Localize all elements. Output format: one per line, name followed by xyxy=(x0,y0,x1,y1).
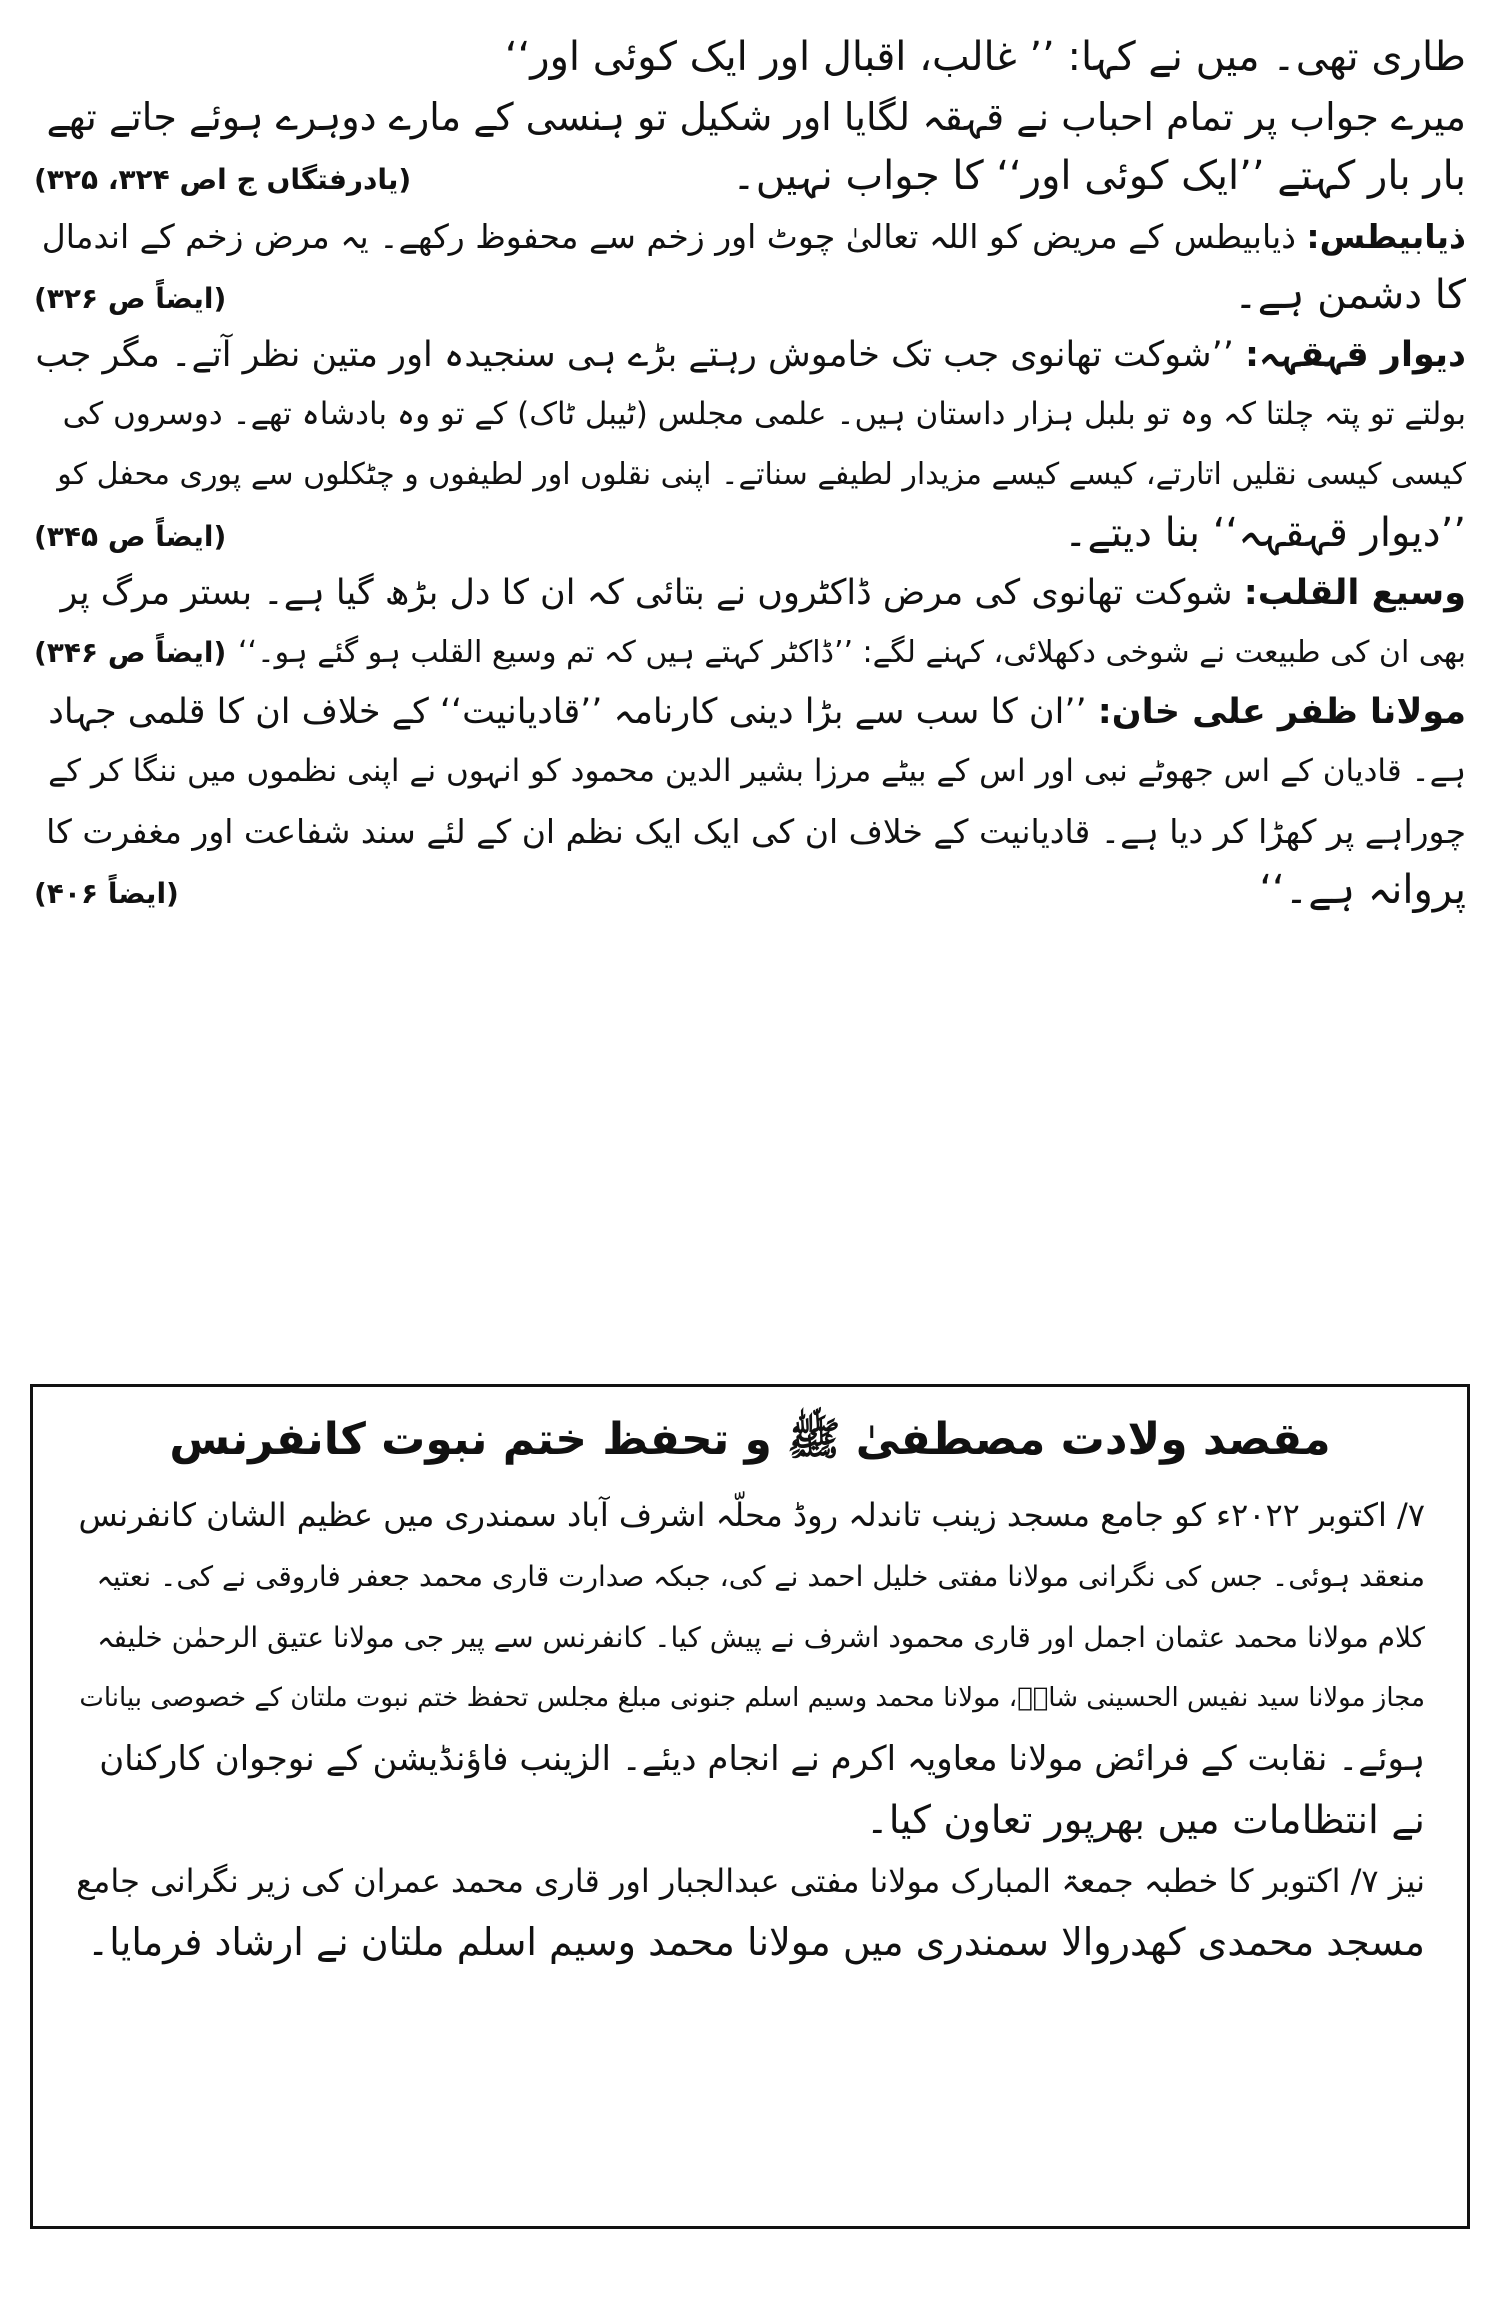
text-line-content: نے انتظامات میں بھرپور تعاون کیا۔ xyxy=(865,1798,1425,1843)
text-line xyxy=(75,1790,1425,1851)
paragraph-large-hearted xyxy=(34,564,1466,683)
text-line-content: بھی ان کی طبیعت نے شوخی دکھلائی، کہنے لگے: ’’ڈاکٹر کہتے ہیں کہ تم وسیع القلب ہو گئے ہو۔‘‘ xyxy=(238,635,1466,670)
citation: (یادرفتگاں ج اص ۳۲۴، ۳۲۵) xyxy=(34,163,412,196)
text-line-content: کیسی کیسی نقلیں اتارتے، کیسے کیسے مزیدار لطیفے سناتے۔ اپنی نقلوں اور لطیفوں و چٹکلوں سے پوری محفل کو xyxy=(57,456,1466,492)
text-line-content xyxy=(42,207,1466,267)
conference-notice-box xyxy=(30,1384,1470,2229)
section-heading: وسیع القلب: xyxy=(1243,572,1466,613)
text-line-content: ۷/ اکتوبر ۲۰۲۲ء کو جامع مسجد زینب تاندلہ روڈ محلّہ اشرف آباد سمندری میں عظیم الشان کانفرنس xyxy=(78,1496,1425,1534)
citation: (ایضاً ۴۰۶) xyxy=(34,877,179,910)
text-line xyxy=(75,1729,1425,1790)
text-line-content: کلام مولانا محمد عثمان اجمل اور قاری محمود اشرف نے پیش کیا۔ کانفرنس سے پیر جی مولانا عتیق الرحمٰن خلیفہ xyxy=(97,1621,1425,1654)
paragraph-diabetes xyxy=(34,207,1466,326)
text-line-content: طاری تھی۔ میں نے کہا: ’’ غالب، اقبال اور ایک کوئی اور‘‘ xyxy=(504,34,1466,80)
text-run: ’’ان کا سب سے بڑا دینی کارنامہ ’’قادیانیت‘‘ کے خلاف ان کا قلمی جہاد xyxy=(48,691,1098,732)
section-heading: ذیابیطس: xyxy=(1306,216,1466,256)
text-line-content: ’’دیوار قہقہہ‘‘ بنا دیتے۔ xyxy=(1064,510,1466,556)
text-line-content: مسجد محمدی کھدروالا سمندری میں مولانا محمد وسیم اسلم ملتان نے ارشاد فرمایا۔ xyxy=(86,1920,1425,1964)
text-line xyxy=(34,802,1466,862)
text-line xyxy=(34,623,1466,683)
text-line xyxy=(75,1912,1425,1973)
text-line-content: ہے۔ قادیان کے اس جھوٹے نبی اور اس کے بیٹے مرزا بشیر الدین محمود کو انہوں نے اپنی نظموں میں ننگا کر کے xyxy=(48,753,1466,789)
text-line xyxy=(34,683,1466,743)
text-line xyxy=(75,1851,1425,1912)
text-line xyxy=(75,1668,1425,1729)
text-line xyxy=(34,385,1466,445)
citation: (ایضاً ص ۳۴۶) xyxy=(34,636,227,669)
notice-paragraph xyxy=(75,1851,1425,1973)
text-line-content: منعقد ہوئی۔ جس کی نگرانی مولانا مفتی خلیل احمد نے کی، جبکہ صدارت قاری محمد جعفر فاروقی نے کی۔ نعتیہ xyxy=(96,1560,1425,1593)
notice-paragraph xyxy=(75,1485,1425,1851)
text-line xyxy=(34,445,1466,505)
text-run: ذیابیطس کے مریض کو اللہ تعالیٰ چوٹ اور زخم سے محفوظ رکھے۔ یہ مرض زخم کے اندمال xyxy=(41,216,1307,256)
section-heading: مولانا ظفر علی خان: xyxy=(1097,691,1466,732)
text-line xyxy=(34,28,1466,88)
citation: (ایضاً ص ۳۴۵) xyxy=(34,520,227,553)
text-line xyxy=(34,88,1466,148)
text-line xyxy=(34,207,1466,267)
text-line xyxy=(34,742,1466,802)
text-line xyxy=(34,564,1466,624)
text-line xyxy=(75,1485,1425,1546)
text-line-content: کا دشمن ہے۔ xyxy=(1234,272,1466,318)
text-line-content: نیز ۷/ اکتوبر کا خطبہ جمعۃ المبارک مولانا مفتی عبدالجبار اور قاری محمد عمران کی زیر نگرانی جامع xyxy=(76,1862,1425,1900)
text-line xyxy=(34,861,1466,921)
text-line-content: چوراہے پر کھڑا کر دیا ہے۔ قادیانیت کے خلاف ان کی ایک ایک نظم ان کے لئے سند شفاعت اور مغفرت کا xyxy=(46,811,1466,851)
text-run: ’’شوکت تھانوی جب تک خاموش رہتے بڑے ہی سنجیدہ اور متین نظر آتے۔ مگر جب xyxy=(35,334,1245,375)
text-line xyxy=(34,504,1466,564)
text-line-content: میرے جواب پر تمام احباب نے قہقہ لگایا اور شکیل تو ہنسی کے مارے دوہرے ہوئے جاتے تھے xyxy=(46,94,1466,139)
text-line-content xyxy=(35,326,1466,386)
paragraph-intro xyxy=(34,28,1466,88)
text-line-content: پروانہ ہے۔‘‘ xyxy=(1259,867,1466,913)
text-line-content xyxy=(61,564,1466,624)
text-line xyxy=(75,1546,1425,1607)
text-line-content: بولتے تو پتہ چلتا کہ وہ تو بلبل ہزار داستان ہیں۔ علمی مجلس (ٹیبل ٹاک) کے تو وہ بادشاہ تھے۔ دوسروں کی xyxy=(62,396,1466,432)
text-line-content: مجاز مولانا سید نفیس الحسینی شاہؒ، مولانا محمد وسیم اسلم جنونی مبلغ مجلس تحفظ ختم نبوت ملتان کے خصوصی بیانات xyxy=(79,1683,1425,1713)
citation: (ایضاً ص ۳۲۶) xyxy=(34,282,227,315)
text-line xyxy=(75,1607,1425,1668)
paragraph-zafar-ali-khan xyxy=(34,683,1466,921)
text-line xyxy=(34,147,1466,207)
text-line xyxy=(34,326,1466,386)
paragraph-reply xyxy=(34,88,1466,207)
notice-title: مقصد ولادت مصطفیٰ ﷺ و تحفظ ختم نبوت کانفرنس xyxy=(169,1414,1331,1465)
text-run: شوکت تھانوی کی مرض ڈاکٹروں نے بتائی کہ ان کا دل بڑھ گیا ہے۔ بستر مرگ پر xyxy=(60,572,1244,613)
text-line-content: بار بار کہتے ’’ایک کوئی اور‘‘ کا جواب نہیں۔ xyxy=(732,153,1466,199)
paragraph-laughter-wall xyxy=(34,326,1466,564)
text-line-content xyxy=(48,683,1466,743)
text-line xyxy=(34,266,1466,326)
section-heading: دیوار قہقہہ: xyxy=(1244,334,1466,375)
text-line-content: ہوئے۔ نقابت کے فرائض مولانا معاویہ اکرم نے انجام دیئے۔ الزینب فاؤنڈیشن کے نوجوان کارکنان xyxy=(99,1739,1425,1779)
